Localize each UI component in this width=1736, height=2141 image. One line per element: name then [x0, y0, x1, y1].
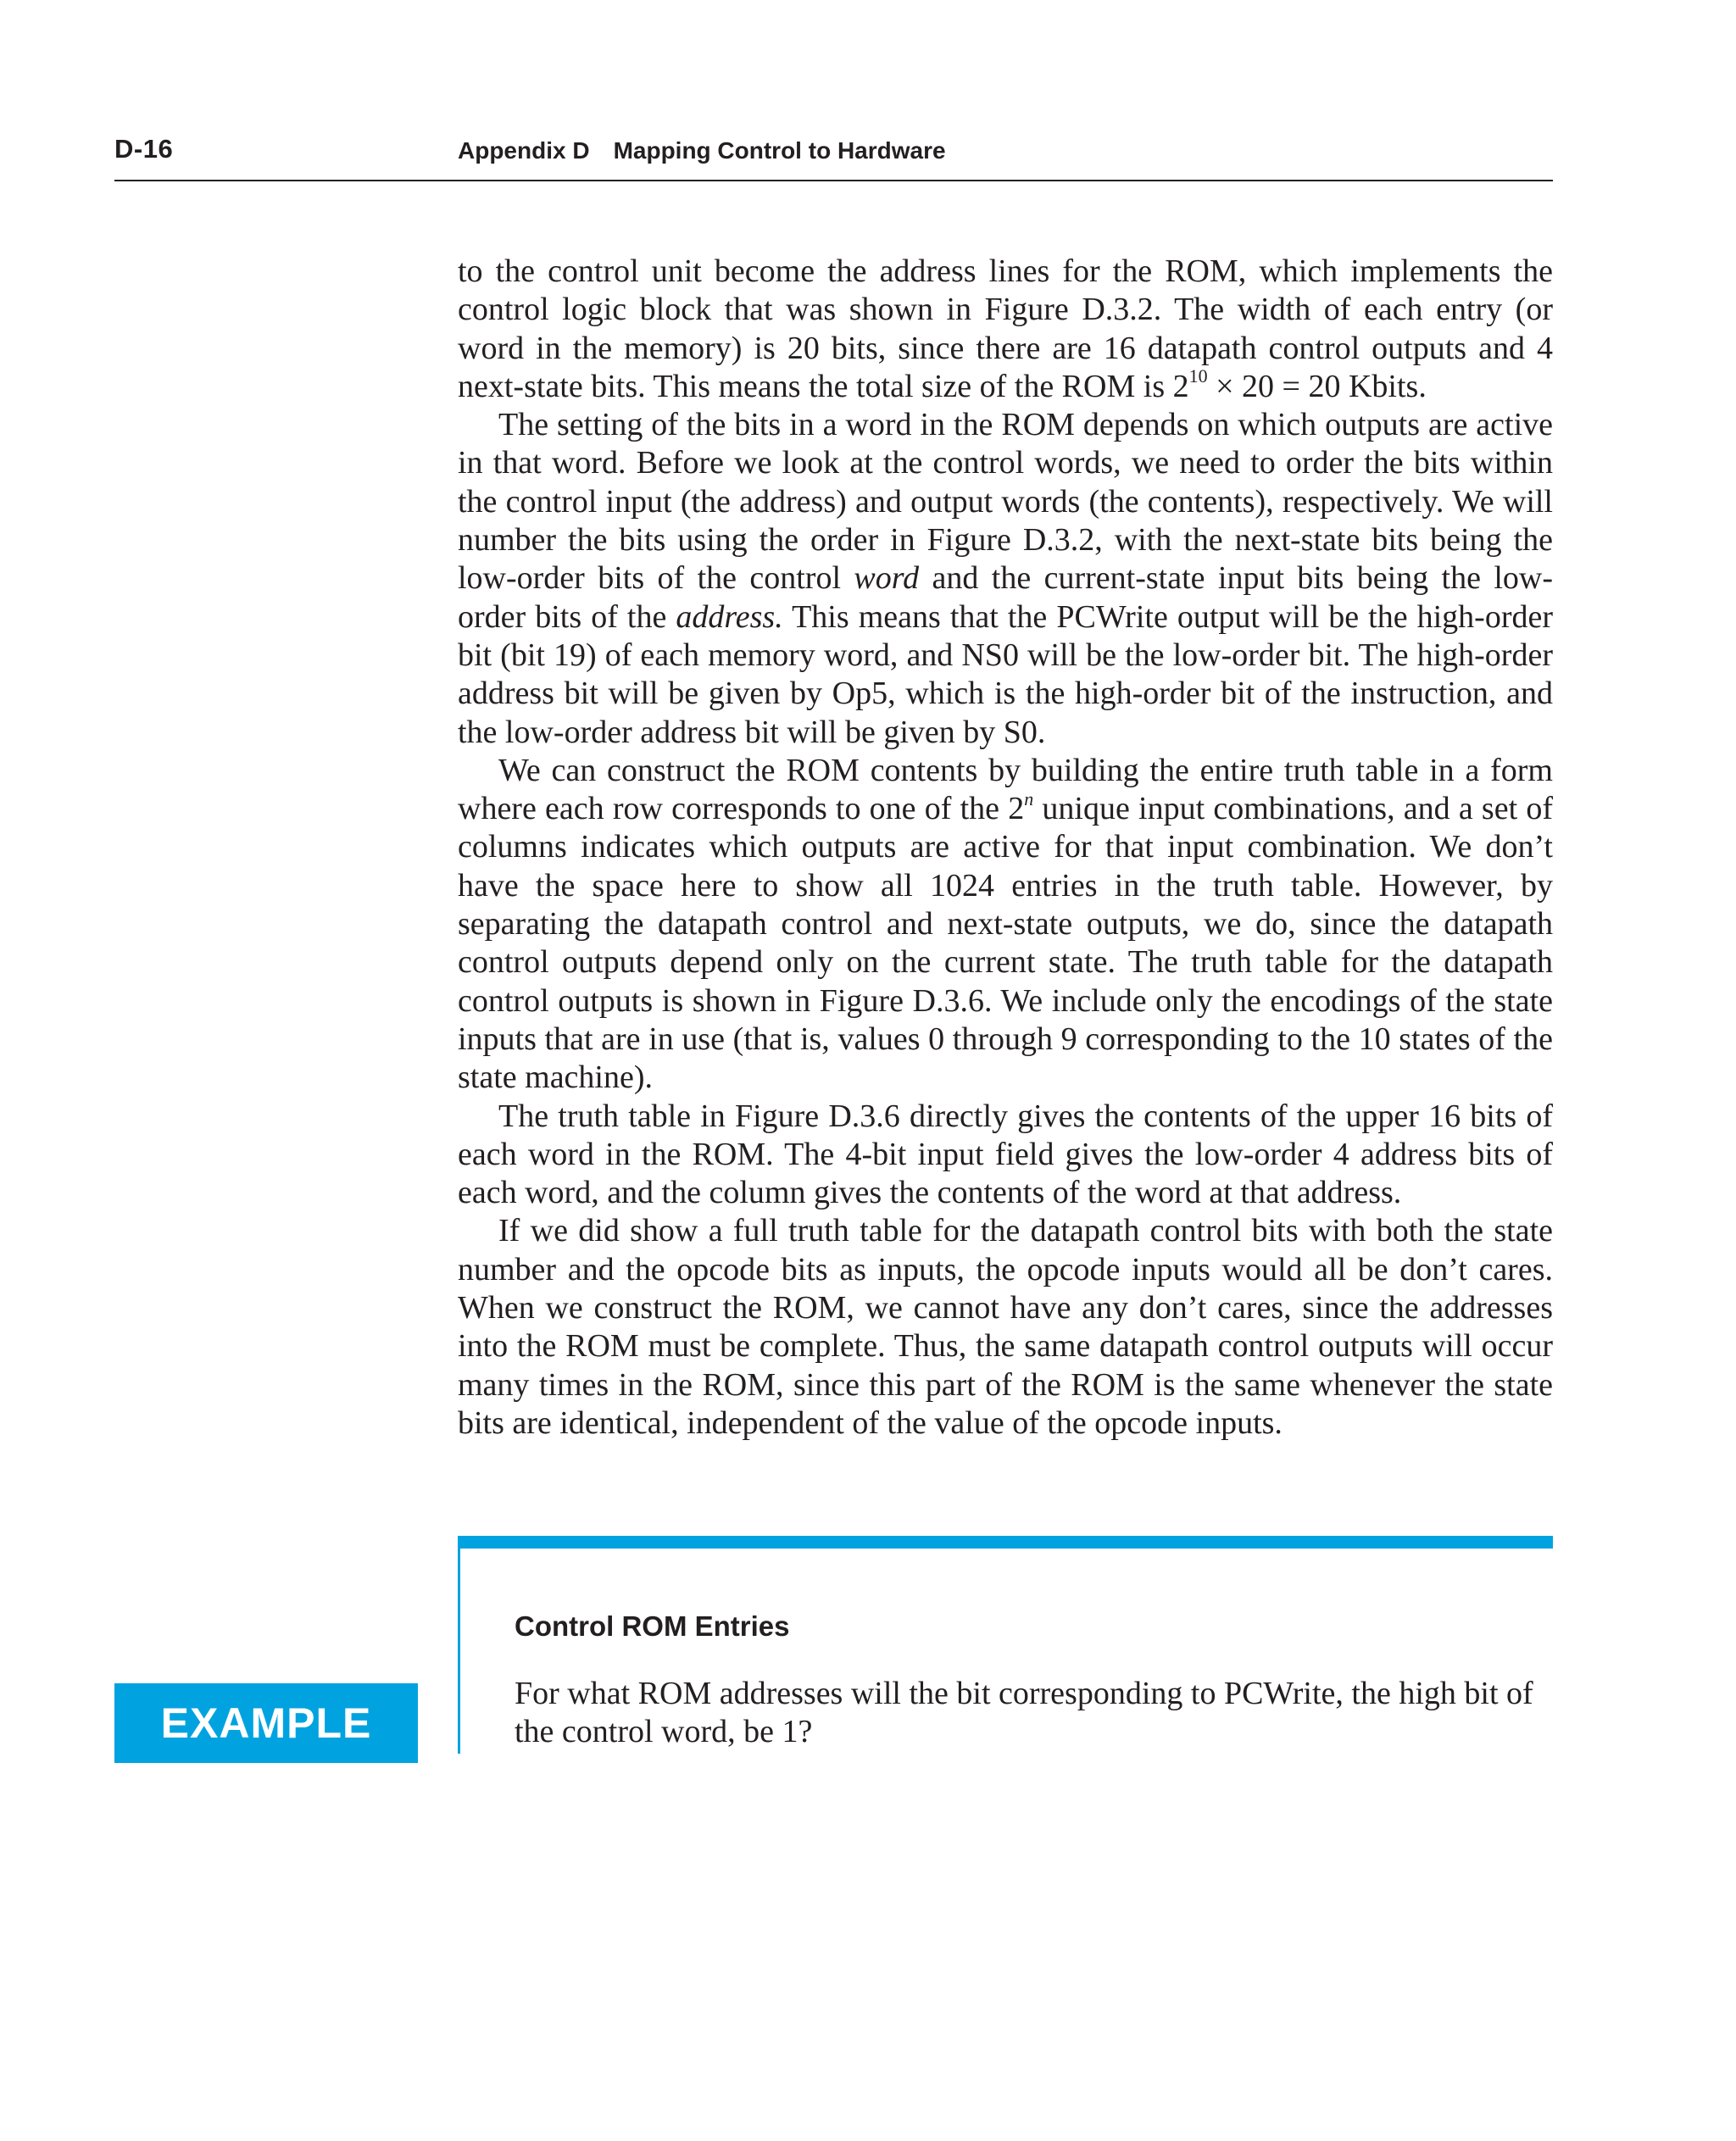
running-head-title: [458, 137, 946, 164]
example-question: For what ROM addresses will the bit corresponding to PCWrite, the high bit of the control word, be 1?: [515, 1676, 1533, 1750]
p2-text-b: and the current-state input bits being the low-order bits of the: [458, 560, 1553, 635]
chapter-title: Mapping Control to Hardware: [613, 137, 946, 164]
p3-superscript: n: [1024, 787, 1034, 809]
running-header: [114, 129, 1553, 181]
paragraph-4: The truth table in Figure D.3.6 directly gives the contents of the upper 16 bits of each word in the ROM. The 4-bit input field gives the low-order 4 address bits of each word, and the column gives the contents of the word at that address.: [458, 1098, 1553, 1211]
example-left-rule: [458, 1549, 460, 1754]
p1-superscript: 10: [1188, 365, 1208, 387]
page-number: D-16: [114, 134, 174, 164]
example-title: Control ROM Entries: [515, 1610, 790, 1642]
body-text: [458, 253, 1553, 1443]
p2-text-c: This means that the PCWrite output will be the high-order bit (bit 19) of each memory word, and NS0 will be the low-order bit. The high-order address bit will be given by Op5, which is the high-order bit of the instruction, and the low-order address bit will be given by S0.: [458, 598, 1553, 750]
p2-emphasis-word: word: [854, 560, 920, 597]
p3-text-a: We can construct the ROM contents by building the entire truth table in a form where each row corresponds to one of the 2: [458, 752, 1553, 827]
example-box: [458, 1536, 1553, 1748]
p3-text-b: unique input combinations, and a set of columns indicates which outputs are active for that input combination. We don’t have the space here to show all 1024 entries in the truth table. However, by separating the datapath control and next-state outputs, we do, since the datapath control outputs depend only on the current state. The truth table for the datapath control outputs is shown in Figure D.3.6. We include only the encodings of the state inputs that are in use (that is, values 0 through 9 corresponding to the 10 states of the state machine).: [458, 791, 1553, 1096]
paragraph-1: [458, 253, 1553, 406]
p1-text-a: to the control unit become the address lines for the ROM, which implements the control logic block that was shown in Figure D.3.2. The width of each entry (or word in the memory) is 20 bits, since there are 16 datapath control outputs and 4 next-state bits. This means the total size of the ROM is 2: [458, 253, 1553, 404]
paragraph-5: If we did show a full truth table for the datapath control bits with both the state number and the opcode bits as inputs, the opcode inputs would all be don’t cares. When we construct the ROM, we cannot have any don’t cares, since the addresses into the ROM must be complete. Thus, the same datapath control outputs will occur many times in the ROM, since this part of the ROM is the same whenever the state bits are identical, independent of the value of the opcode inputs.: [458, 1213, 1553, 1441]
paragraph-2: [458, 406, 1553, 752]
p2-text-a: The setting of the bits in a word in the ROM depends on which outputs are active in that word. Before we look at the control words, we need to order the bits within the control input (the address) and output words (the contents), respectively. We will number the bits using the order in Figure D.3.2, with the next-state bits being the low-order bits of the control: [458, 407, 1553, 597]
p2-emphasis-address: address.: [676, 598, 783, 635]
p1-text-b: × 20 = 20 Kbits.: [1207, 368, 1427, 404]
example-label: EXAMPLE: [114, 1683, 418, 1763]
example-top-rule: [458, 1536, 1553, 1549]
appendix-label: Appendix D: [458, 137, 590, 164]
paragraph-3: [458, 752, 1553, 1098]
